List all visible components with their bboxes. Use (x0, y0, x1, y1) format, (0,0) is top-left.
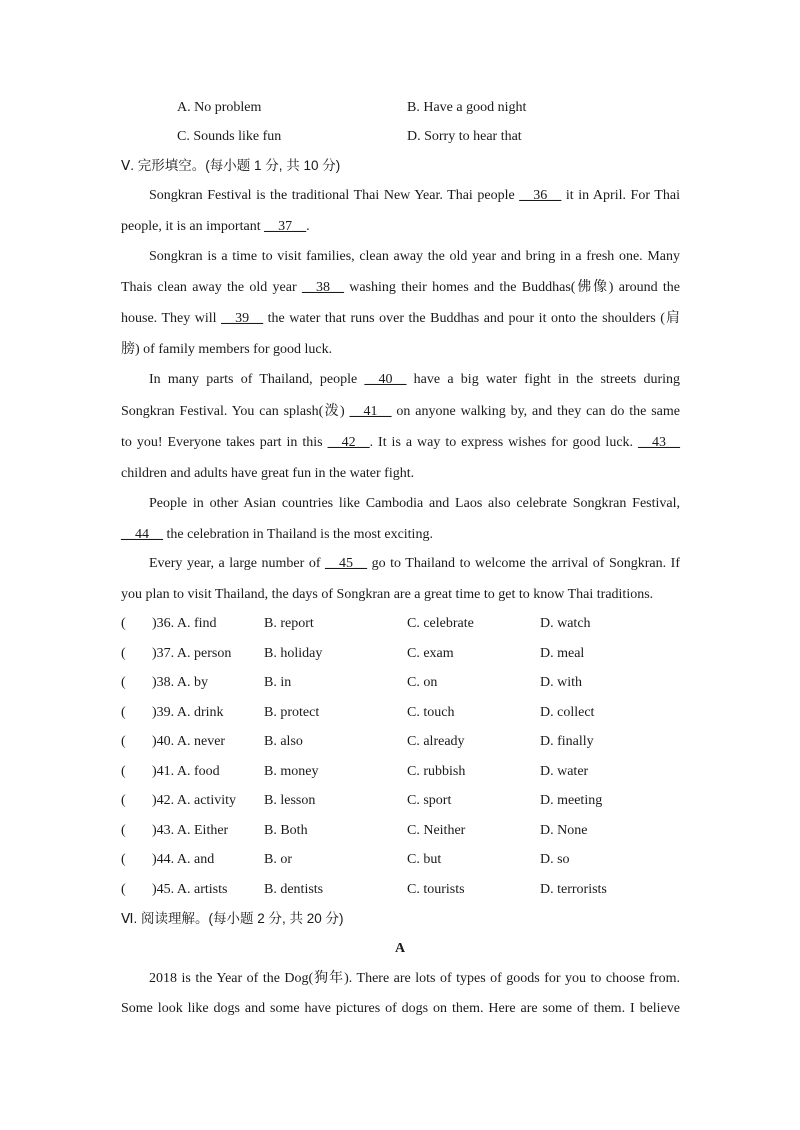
question-row: ( )45. A. artists B. dentists C. tourists D. terrorists (121, 882, 607, 897)
question-row: ( )36. A. find B. report C. celebrate D. watch (121, 616, 591, 631)
option-d: D. Sorry to hear that (407, 129, 522, 144)
option-c: C. Sounds like fun (177, 129, 282, 144)
question-row: ( )37. A. person B. holiday C. exam D. meal (121, 646, 585, 661)
blank-39: __39__ (221, 311, 264, 326)
passage-line: people, it is an important __37__. (121, 219, 310, 234)
passage-title: A (394, 941, 406, 956)
passage-line: People in other Asian countries like Cambodia and Laos also celebrate Songkran Festival, (149, 496, 680, 511)
passage-line: to you! Everyone takes part in this __42__. It is a way to express wishes for good luck. __43__ (121, 435, 680, 450)
question-row: ( )39. A. drink B. protect C. touch D. collect (121, 705, 595, 720)
passage-line: Songkran is a time to visit families, clean away the old year and bring in a fresh one. Many (149, 249, 680, 264)
passage-line: 膀) of family members for good luck. (121, 342, 333, 357)
blank-43: __43__ (638, 435, 680, 450)
section-6-heading: Ⅵ. 阅读理解。(每小题 2 分, 共 20 分) (121, 911, 344, 926)
question-row: ( )40. A. never B. also C. already D. finally (121, 734, 594, 749)
option-a: A. No problem (177, 100, 262, 115)
blank-38: __38__ (301, 280, 344, 295)
passage-line: __44__ the celebration in Thailand is the most exciting. (121, 527, 433, 542)
blank-45: __45__ (325, 556, 368, 571)
passage-line: In many parts of Thailand, people __40__ have a big water fight in the streets during (149, 372, 681, 387)
question-row: ( )44. A. and B. or C. but D. so (121, 852, 570, 867)
passage-line: house. They will __39__ the water that runs over the Buddhas and pour it onto the shoulders (肩 (121, 311, 680, 326)
passage-line: Songkran Festival. You can splash(泼) __41__ on anyone walking by, and they can do the same (121, 404, 680, 419)
blank-41: __41__ (349, 404, 392, 419)
blank-42: __42__ (327, 435, 370, 450)
blank-37: __37__ (264, 219, 307, 234)
blank-40: __40__ (364, 372, 407, 387)
passage-line: 2018 is the Year of the Dog(狗年). There are lots of types of goods for you to choose from. (149, 971, 680, 986)
blank-36: __36__ (519, 188, 562, 203)
passage-line: Every year, a large number of __45__ go to Thailand to welcome the arrival of Songkran. If (149, 556, 680, 571)
question-row: ( )41. A. food B. money C. rubbish D. water (121, 764, 589, 779)
option-b: B. Have a good night (407, 100, 527, 115)
passage-line: children and adults have great fun in the water fight. (121, 466, 415, 481)
passage-line: Some look like dogs and some have pictures of dogs on them. Here are some of them. I believe (121, 1001, 680, 1016)
section-5-heading: Ⅴ. 完形填空。(每小题 1 分, 共 10 分) (121, 158, 341, 173)
blank-44: __44__ (121, 527, 163, 542)
question-row: ( )43. A. Either B. Both C. Neither D. None (121, 823, 588, 838)
question-row: ( )38. A. by B. in C. on D. with (121, 675, 582, 690)
passage-line: you plan to visit Thailand, the days of Songkran are a great time to get to know Thai traditions. (121, 587, 654, 602)
question-row: ( )42. A. activity B. lesson C. sport D. meeting (121, 793, 603, 808)
passage-line: Songkran Festival is the traditional Thai New Year. Thai people __36__ it in April. For Thai (149, 188, 680, 203)
passage-line: Thais clean away the old year __38__ washing their homes and the Buddhas(佛像) around the (121, 280, 680, 295)
